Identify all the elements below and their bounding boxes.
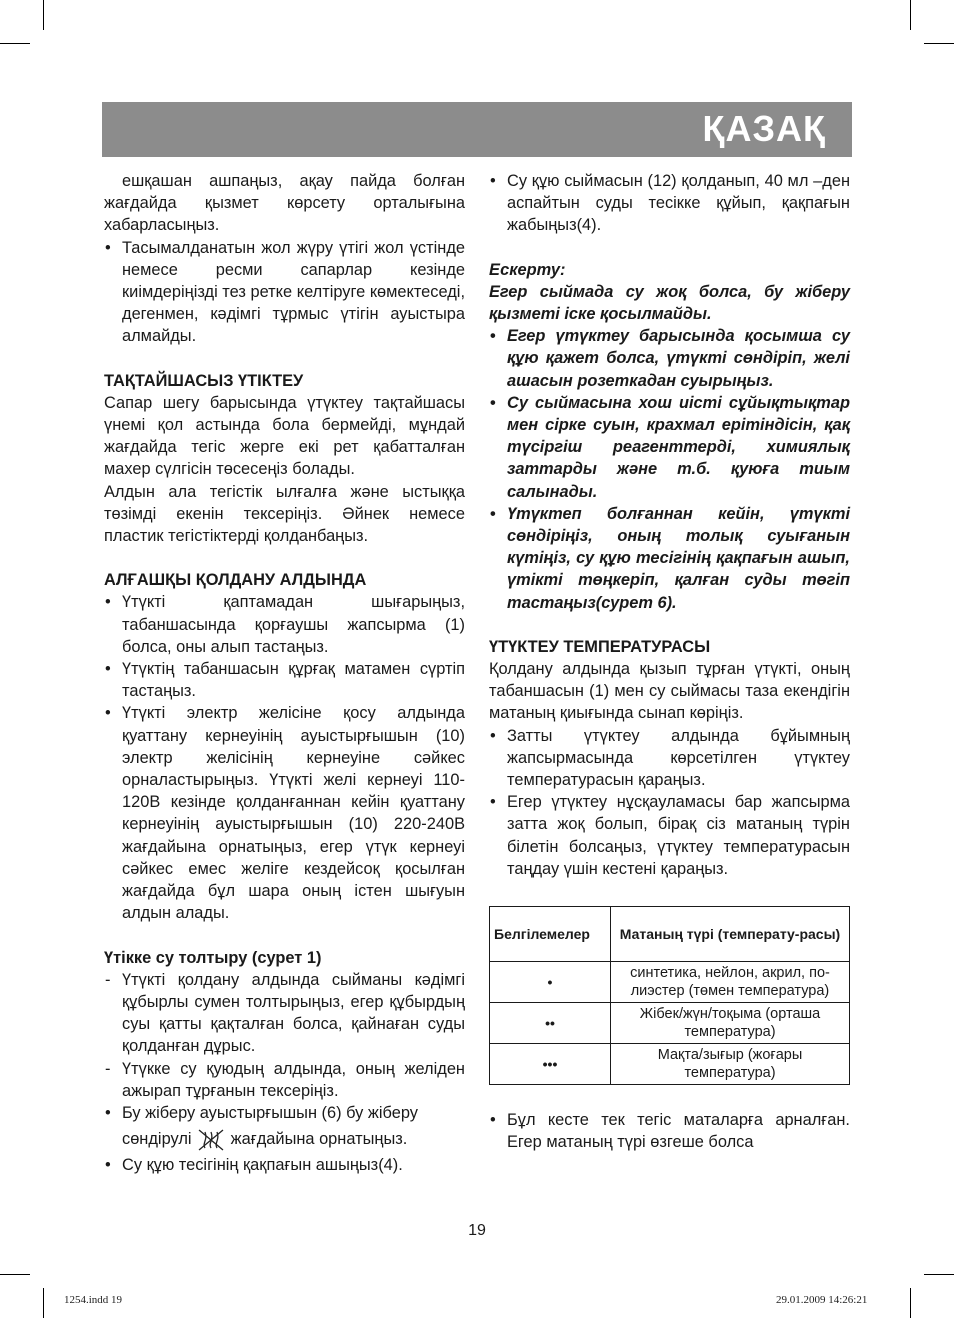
table-row (490, 1044, 850, 1085)
crop-mark (924, 1274, 954, 1275)
note-item: • Су сыймасына хош иісті сұйықтықтар мен сірке суын, крахмал ерітіндісін, қақ түсіргіш реагенттерді, химиялық заттарды және т.б. қуюға тиым салынады. (490, 393, 850, 501)
crop-mark (43, 0, 44, 30)
language-title: ҚАЗАҚ (702, 108, 826, 149)
list-item: • Су құю сыймасын (12) қолданып, 40 мл –ден аспайтын суды тесікке құйып, қақпағын жабыңыз(4). (490, 172, 850, 235)
paragraph: Сапар шегу барысында үтүктеу тақтайшасы үнемі қол астында бола бермейді, мұндай жағдайда тегіс жерге екі рет қабатталған махер сүлгісін төсесеңіз болады. (104, 393, 465, 479)
header-bar (102, 102, 852, 157)
list-item: • Үтүктің табаншасын құрғақ матамен сүртіп тастаңыз. (105, 660, 465, 701)
list-item-continuation: сөндірулі жағдайына орнатыңыз. (104, 1124, 465, 1154)
list-item: • Бу жіберу ауыстырғышын (6) бу жіберу (105, 1103, 418, 1122)
section-title-filling-water: Үтікке су толтыру (сурет 1) (104, 948, 322, 967)
footer-file: 1254.indd 19 (64, 1294, 123, 1306)
crop-mark (910, 0, 911, 30)
footer-datetime: 29.01.2009 14:26:21 (776, 1294, 868, 1306)
list-item: • Егер үтүктеу нұсқауламасы бар жапсырма затта жоқ болып, бірақ сіз матаның түрін білетін болсаңыз, үтүктеу температурасын таңдау үшін кестені қараңыз. (490, 793, 850, 878)
list-item: • Су құю тесігінің қақпағын ашыңыз(4). (105, 1156, 403, 1175)
intro-bullet: • Тасымалданатын жол жүру үтігі жол үстінде немесе ресми сапарлар кезінде киімдеріңізді тез ретке келтіруге көмектеседі, дегенмен, кәдімгі тұрмыс үтігін ауыстыра алмайды. (105, 238, 465, 346)
table-header-row (490, 907, 850, 962)
table-row (490, 1003, 850, 1044)
intro-continuation: ешқашан ашпаңыз, ақау пайда болған жағдайда қызмет көрсету орталығына хабарласыңыз. (104, 172, 465, 235)
table-cell-mark: •• (490, 1003, 611, 1044)
page-number: 19 (468, 1222, 486, 1239)
list-item: - Үтүкке су қуюдың алдында, оның желіден ажырап тұрғанын тексеріңіз. (105, 1059, 465, 1100)
table-cell-fabric: Мақта/зығыр (жоғары температура) (611, 1044, 850, 1085)
note-label: Ескерту: (489, 260, 566, 279)
no-steam-icon (196, 1128, 226, 1152)
list-item: • Затты үтүктеу алдында бұйымның жапсырмасында көрсетілген үтүктеу температурасын қараңыз. (490, 726, 850, 790)
table-header-fabric: Матаның түрі (температу-расы) (611, 907, 850, 962)
paragraph: Қолдану алдында қызып тұрған үтүкті, оның табаншасын (1) мен су сыймасы таза екендігін матаның қиығында сынап көріңіз. (489, 660, 850, 723)
crop-mark (910, 1288, 911, 1318)
crop-mark (0, 43, 30, 44)
section-title-before-first-use: АЛҒАШҚЫ ҚОЛДАНУ АЛДЫНДА (104, 571, 367, 590)
right-column (489, 170, 850, 1154)
section-title-ironing-without-board: ТАҚТАЙШАСЫЗ ҮТІКТЕУ (104, 371, 304, 390)
table-cell-fabric: синтетика, нейлон, акрил, по-лиэстер (төмен температура) (611, 962, 850, 1003)
note-item: • Үтүктеп болғаннан кейін, үтүкті сөндіріңіз, оның толық суығанын күтіңіз, су құю тесігінің қақпағын ашып, үтікті төңкеріп, қалған суды төгіп тастаңыз(сурет 6). (490, 504, 850, 612)
list-item: • Бұл кесте тек тегіс маталарға арналған. Егер матаның түрі өзгеше болса (490, 1111, 850, 1152)
crop-mark (924, 43, 954, 44)
list-item: • Үтүкті электр желісіне қосу алдында қуаттану кернеуінің ауыстырғышын (10) электр желісінің кернеуіне сәйкес орналастырыңыз. Үтүкті желі кернеуі 110-120В кезінде қолданғаннан кейін қуаттану кернеуінің ауыстырғышын (10) 220-240В жағдайына орнатыңыз, егер үтүк кернеуі сәйкес емес желіге кездейсоқ қосылған жағдайда бұл шара оның істен шығуын алдын алады. (105, 704, 465, 923)
list-item: - Үтүкті қолдану алдында сыйманы кәдімгі құбырлы сумен толтырыңыз, егер құбырдың суы қатты қақталған болса, қайнаған суды қолданған дұрыс. (105, 970, 465, 1056)
table-cell-fabric: Жібек/жүн/тоқыма (орташа температура) (611, 1003, 850, 1044)
paragraph: Алдын ала тегістік ылғалға және ыстыққа төзімді екенін тексеріңіз. Әйнек немесе пластик тегістіктерді қолданбаңыз. (104, 482, 465, 546)
table-cell-mark: ••• (490, 1044, 611, 1085)
crop-mark (43, 1288, 44, 1318)
table-cell-mark: • (490, 962, 611, 1003)
note-item: • Егер үтүктеу барысында қосымша су құю қажет болса, үтүкті сөндіріп, желі ашасын розеткадан суырыңыз. (490, 327, 850, 390)
crop-mark (0, 1274, 30, 1275)
table-row (490, 962, 850, 1003)
note-text: Егер сыймада су жоқ болса, бу жіберу қызметі іске қосылмайды. (489, 282, 850, 324)
temperature-table (489, 906, 850, 1085)
section-title-ironing-temperature: ҮТҮКТЕУ ТЕМПЕРАТУРАСЫ (489, 637, 711, 656)
list-item: • Үтүкті қаптамадан шығарыңыз, табаншасында қорғаушы жапсырма (1) болса, оны алып тастаңыз. (105, 593, 465, 656)
left-column (104, 170, 465, 1176)
table-header-marks: Белгілемелер (490, 907, 611, 962)
